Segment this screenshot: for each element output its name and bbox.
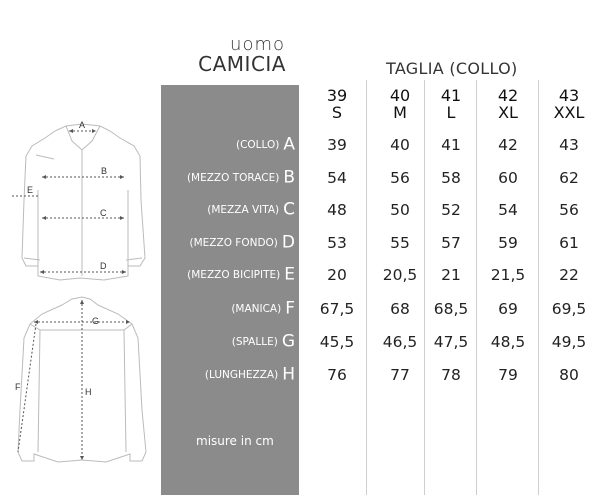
table-cell: 61 (559, 234, 579, 252)
table-cell: 43 (559, 136, 579, 154)
row-label-mezzo-bicipite: (MEZZO BICIPITE) E (187, 264, 295, 285)
diagram-label-g: G (92, 316, 100, 326)
diagram-label-e: E (27, 185, 34, 195)
row-label-mezza-vita: (MEZZA VITA) C (207, 199, 295, 220)
diagram-label-c: C (100, 208, 107, 218)
units-note: misure in cm (196, 434, 274, 448)
table-cell: 49,5 (551, 333, 587, 351)
table-cell: 20 (327, 266, 347, 284)
table-cell: 69 (498, 300, 518, 318)
table-cell: 50 (390, 201, 410, 219)
table-cell: 22 (559, 266, 579, 284)
table-cell: 41 (441, 136, 461, 154)
row-label-lunghezza: (LUNGHEZZA) H (204, 364, 295, 385)
table-cell: 46,5 (382, 333, 418, 351)
size-header-s: 39 S (326, 86, 348, 122)
table-cell: 68,5 (433, 300, 469, 318)
table-cell: 68 (390, 300, 410, 318)
table-cell: 20,5 (382, 266, 418, 284)
table-cell: 56 (559, 201, 579, 219)
row-label-mezzo-fondo: (MEZZO FONDO) D (189, 232, 295, 253)
table-cell: 59 (498, 234, 518, 252)
table-cell: 54 (327, 169, 347, 187)
table-cell: 67,5 (319, 300, 355, 318)
diagram-label-b: B (101, 166, 108, 176)
table-cell: 69,5 (551, 300, 587, 318)
size-header-xl: 42 XL (497, 86, 519, 122)
table-cell: 55 (390, 234, 410, 252)
table-cell: 42 (498, 136, 518, 154)
table-cell: 53 (327, 234, 347, 252)
diagram-label-f: F (15, 382, 21, 392)
table-cell: 47,5 (433, 333, 469, 351)
diagram-label-d: D (100, 261, 107, 271)
table-cell: 58 (441, 169, 461, 187)
table-cell: 62 (559, 169, 579, 187)
diagram-label-h: H (85, 387, 92, 397)
table-cell: 48,5 (490, 333, 526, 351)
table-cell: 60 (498, 169, 518, 187)
table-cell: 80 (559, 366, 579, 384)
table-cell: 39 (327, 136, 347, 154)
table-cell: 54 (498, 201, 518, 219)
table-cell: 77 (390, 366, 410, 384)
table-cell: 78 (441, 366, 461, 384)
table-cell: 21 (441, 266, 461, 284)
table-cell: 76 (327, 366, 347, 384)
size-header-m: 40 M (389, 86, 411, 122)
row-label-spalle: (SPALLE) G (231, 331, 295, 352)
size-header-xxl: 43 XXL (553, 86, 585, 122)
row-label-mezzo-torace: (MEZZO TORACE) B (186, 167, 295, 188)
page-title: CAMICIA (198, 52, 286, 76)
table-cell: 45,5 (319, 333, 355, 351)
table-cell: 79 (498, 366, 518, 384)
table-cell: 40 (390, 136, 410, 154)
diagram-label-a: A (79, 120, 86, 130)
shirt-diagram (0, 0, 160, 495)
size-header-l: 41 L (440, 86, 462, 122)
row-label-collo: (COLLO) A (235, 134, 295, 155)
title-gender: uomo (230, 34, 285, 55)
table-cell: 48 (327, 201, 347, 219)
table-cell: 57 (441, 234, 461, 252)
row-label-manica: (MANICA) F (231, 298, 295, 319)
table-cell: 56 (390, 169, 410, 187)
table-cell: 52 (441, 201, 461, 219)
table-cell: 21,5 (490, 266, 526, 284)
taglia-heading: TAGLIA (COLLO) (386, 59, 518, 78)
